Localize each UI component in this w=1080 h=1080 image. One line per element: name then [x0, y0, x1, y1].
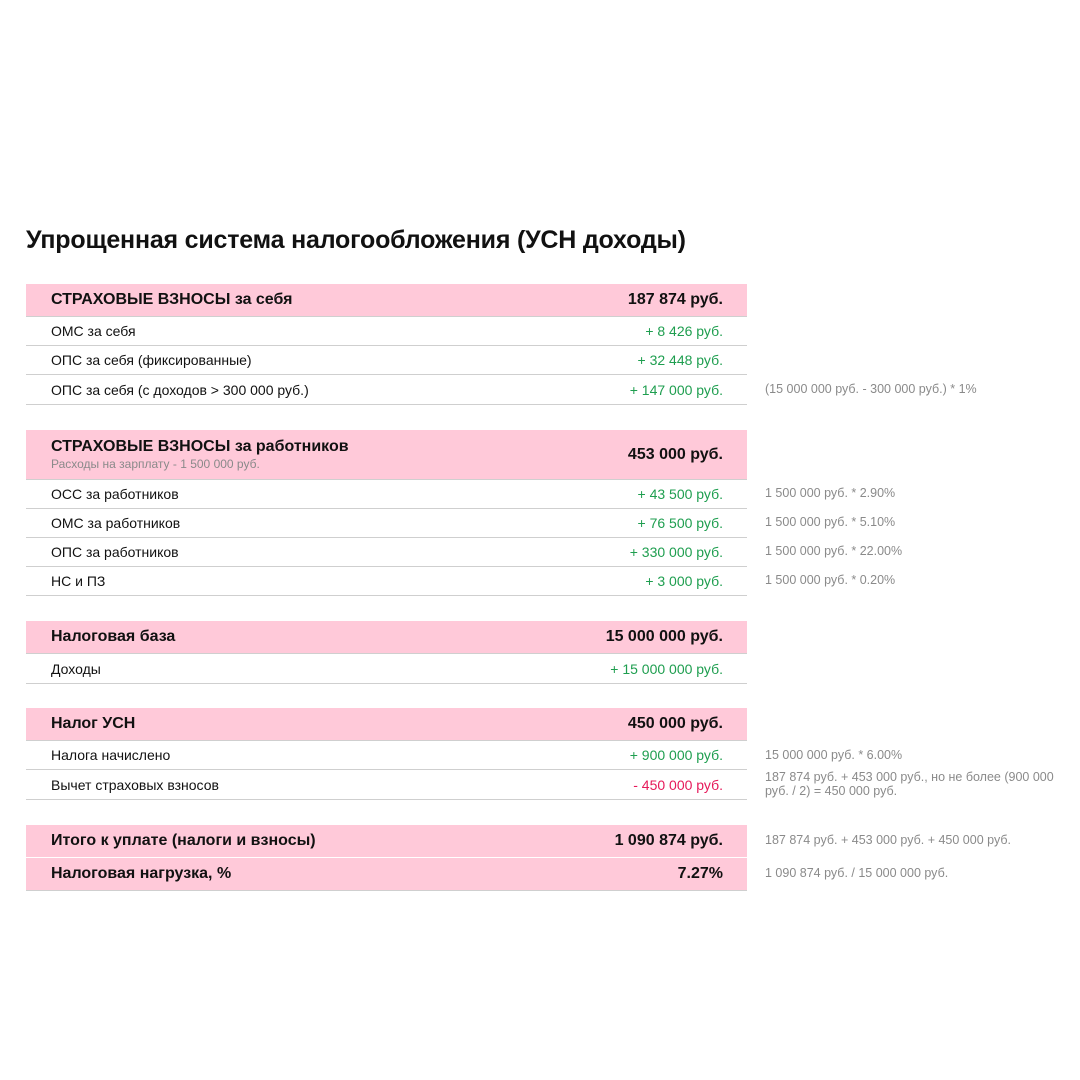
row-value: + 32 448 руб. — [637, 352, 723, 368]
tax-burden-value: 7.27% — [677, 865, 723, 882]
section-total: 187 874 руб. — [627, 291, 723, 308]
section-header-employee-contributions — [26, 430, 747, 480]
table-row — [26, 509, 747, 538]
calculation-note: (15 000 000 руб. - 300 000 руб.) * 1% — [765, 382, 977, 396]
row-value: + 147 000 руб. — [629, 381, 723, 398]
row-label: ОПС за работников — [51, 544, 179, 560]
section-label: Налог УСН — [51, 715, 136, 732]
section-total: 450 000 руб. — [627, 715, 723, 732]
row-label: Налога начислено — [51, 747, 171, 763]
table-row — [26, 538, 747, 567]
row-value: + 15 000 000 руб. — [610, 660, 723, 677]
table-row — [26, 567, 747, 596]
tax-burden-label: Налоговая нагрузка, % — [51, 865, 232, 882]
row-value: + 43 500 руб. — [637, 486, 723, 502]
section-total: 15 000 000 руб. — [605, 628, 723, 645]
total-payable-label: Итого к уплате (налоги и взносы) — [51, 832, 316, 849]
calculation-note: 1 500 000 руб. * 5.10% — [765, 515, 896, 529]
row-label: НС и ПЗ — [51, 573, 106, 589]
table-row — [26, 770, 747, 800]
section-label — [51, 438, 349, 471]
row-value: - 450 000 руб. — [633, 776, 723, 793]
total-payable-value: 1 090 874 руб. — [614, 832, 723, 849]
total-payable-row — [26, 825, 747, 858]
page-title: Упрощенная система налогообложения (УСН доходы) — [26, 226, 686, 254]
section-header-own-contributions — [26, 284, 747, 317]
row-label: Доходы — [51, 660, 101, 677]
calculation-note: 15 000 000 руб. * 6.00% — [765, 748, 903, 762]
table-row — [26, 375, 747, 405]
calculation-note: 1 500 000 руб. * 22.00% — [765, 544, 903, 558]
row-value: + 330 000 руб. — [629, 544, 723, 560]
row-value: + 8 426 руб. — [645, 323, 723, 339]
row-label: ОПС за себя (с доходов > 300 000 руб.) — [51, 381, 309, 398]
row-label: Вычет страховых взносов — [51, 776, 219, 793]
section-label: Налоговая база — [51, 628, 176, 645]
calculation-note: 187 874 руб. + 453 000 руб., но не более (900 000 руб. / 2) = 450 000 руб. — [765, 770, 1054, 798]
row-label: ОПС за себя (фиксированные) — [51, 352, 252, 368]
row-label: ОСС за работников — [51, 486, 179, 502]
calculation-note: 1 500 000 руб. * 0.20% — [765, 573, 896, 587]
section-sublabel: Расходы на зарплату - 1 500 000 руб. — [51, 457, 260, 471]
section-header-tax-base — [26, 621, 747, 654]
row-label: ОМС за работников — [51, 515, 181, 531]
tax-burden-row — [26, 858, 747, 891]
table-row — [26, 654, 747, 684]
section-header-usn-tax — [26, 708, 747, 741]
table-row — [26, 346, 747, 375]
section-label: СТРАХОВЫЕ ВЗНОСЫ за себя — [51, 291, 293, 308]
table-row — [26, 741, 747, 770]
calculation-note: 187 874 руб. + 453 000 руб. + 450 000 руб. — [765, 833, 1011, 847]
row-value: + 900 000 руб. — [629, 747, 723, 763]
row-label: ОМС за себя — [51, 323, 136, 339]
section-label-text: СТРАХОВЫЕ ВЗНОСЫ за работников — [51, 438, 349, 455]
calculation-note: 1 090 874 руб. / 15 000 000 руб. — [765, 866, 949, 880]
section-total: 453 000 руб. — [627, 445, 723, 463]
table-row — [26, 480, 747, 509]
row-value: + 76 500 руб. — [637, 515, 723, 531]
calculation-note: 1 500 000 руб. * 2.90% — [765, 486, 896, 500]
row-value: + 3 000 руб. — [645, 573, 723, 589]
table-row — [26, 317, 747, 346]
